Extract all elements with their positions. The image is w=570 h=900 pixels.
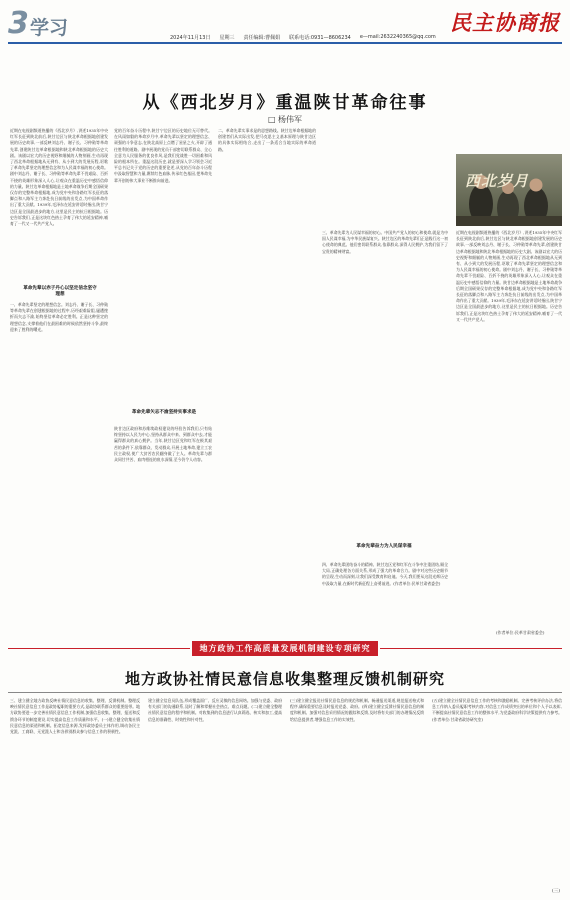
article2-divider <box>8 692 562 693</box>
article1-end-byline: (作者单位:民革甘肃省委会) <box>496 630 545 635</box>
article1-author: □ 杨伟军 <box>267 115 303 124</box>
page-mark: (三) <box>551 889 560 894</box>
photo-caption: 西北岁月 <box>465 172 530 190</box>
masthead <box>0 0 570 46</box>
article2-title: 地方政协社情民意信息收集整理反馈机制研究 <box>124 670 445 688</box>
masthead-rule <box>8 42 562 44</box>
article2-column-1: 三、建立健全地方政协反映社情民意信息的收集、整理、反馈机制。整理反映社情民意信息工作是政协履职的重要方式,是政协联系群众的重要纽带。地方政协要进一步完善社情民意信息工作机制,加强信息收集、整理、报送和反馈各环节的制度建设,切实提高信息工作质量和水平。(一)建立健全收集社情民意信息的渠道和机制。拓宽信息来源,发挥政协委员主体作用,调动各民主党派、工商联、无党派人士和各界别群众参与信息工作的积极性。 <box>10 698 140 735</box>
article1-subhead-3: 革命先辈奋力为人民谋幸福 <box>356 544 412 549</box>
section-name: 学习 <box>30 17 69 39</box>
banner-rule-left <box>8 648 190 649</box>
feature-banner: 地方政协工作高质量发展机制建设专项研究 <box>192 641 378 656</box>
article1-title: 从《西北岁月》重温陕甘革命往事 <box>142 93 428 113</box>
article1-column-5: 近期在电视剧频道热播的《西北岁月》,讲述1935年中央红军长征到陕北前后,陕甘边区与陕北革命根据地创建发展的历史故事,一部反映刘志丹、谢子长、习仲勋等革命先辈,创建陕甘边革命根据地和陕北革命根据地的历史大剧。该剧以宏大的历史视野和细腻的人物刻画,生动再现了西北革命根据地从无到有、从小到大的发展历程,讴歌了革命先辈坚定的理想信念和为人民谋幸福的初心使命。剧中刘志丹、谢子长、习仲勋等革命先辈不畏艰险、百折不挠的英雄形象深入人心,让观众在重温历史中感悟信仰的力量。陕甘边革命根据地是土地革命战争后期全国硕果仅存的完整革命根据地,成为党中央和各路红军长征的落脚点和八路军主力奔赴抗日前线的出发点,为中国革命作出了重大贡献。1939年,毛泽东在延安讲话时指出,陕甘宁边区是全国最进步的地方,这里是民主的抗日根据地。历史告诉我们,正是这块红色热土孕育了伟大的延安精神,哺育了一代又一代共产党人。 <box>456 230 562 322</box>
issue-editor: 责任编辑:曹佩娟 <box>243 35 281 41</box>
issue-info <box>170 34 470 41</box>
article1-column-2: 党的百年奋斗历程中,陕甘宁边区的历史地位无可替代。在风雨如磐的革命岁月中,革命先辈以坚定的理想信念、顽强的斗争意志,在陕北高原上点燃了星星之火,开辟了通往胜利的道路。剧中展现的党员干部密切联系群众、全心全意为人民服务的优良作风,是我们党战胜一切困难和风险的根本所在。重温这段历史,就是要深入学习领会习近平总书记关于党的历史的重要论述,从党的百年奋斗历程中汲取智慧和力量,赓续红色血脉,传承红色基因,把革命先辈开创的伟大事业不断推向前进。 <box>114 128 212 183</box>
article1-column-4b: 四、革命先辈团结奋斗的精神。陕甘边区党和红军在斗争中注重团结,顾全大局,正确处理各方面关系,形成了强大的革命合力。剧中对这些历史细节的呈现,生动而深刻,让我们深受教育和启迪。今天,我们要从这段光辉历史中汲取力量,在新时代新征程上奋勇前进。(作者单位:民革甘肃省委会) <box>322 562 448 586</box>
article1-column-3: 二、革命先辈实事求是的思想路线。陕甘边革命根据地的创建者们从实际出发,把马克思主义基本原理与陕甘边区的具体实际相结合,走出了一条适合当地实际的革命道路。 <box>218 128 316 152</box>
article2-column-4: (五)建立健全社情民意信息工作的考核和激励机制。完善考核评价办法,将信息工作纳入委员履职考核内容,对信息工作成绩突出的单位和个人予以表彰,不断提高社情民意信息工作的整体水平,为党委政府科学决策提供有力参考。(作者单位:甘肃省政协研究室) <box>432 698 562 722</box>
article1-column-1b: 一、革命先辈坚定的理想信念。刘志丹、谢子长、习仲勋等革命先辈在创建根据地的过程中,历经艰难险阻,屡遭挫折而矢志不渝,始终坚信革命必定胜利。正是这种坚定的理想信念,支撑着他们在最困难的时候依然坚持斗争,最终迎来了胜利的曙光。 <box>10 302 108 332</box>
article1-column-2b: 陕甘边区政府和苏维埃政权建设的经验告诉我们,只有始终坚持以人民为中心,坚持从群众中来、到群众中去,才能赢得群众的真心拥护。当年,陕甘边区党和红军在极其艰苦的条件下,依靠群众、发动群众,开展土地革命,建立工农民主政权,使广大贫苦农民翻身做了主人。革命先辈与群众同甘共苦、血肉相连的鱼水深情,至今仍令人动容。 <box>114 426 212 463</box>
article2-column-3: (三)建立健全报送社情民意信息的规范和机制。畅通报送渠道,规范报送格式和程序,确保重要信息及时报送党委、政府。(四)建立健全反馈社情民意信息的制度和机制。加强对信息采用情况的跟踪和反馈,及时将有关部门的办理情况反馈给信息提供者,增强信息工作的实效性。 <box>290 698 424 722</box>
article2-column-2: 建立健全信息员队伍,形成覆盖面广、反应灵敏的信息网络。加强与党委、政府有关部门的沟通联系,及时了解和掌握社会热点、难点问题。(二)建立健全整理社情民意信息的程序和机制。对收集到的信息进行认真筛选、核实和加工,提高信息的准确性、时效性和针对性。 <box>148 698 282 722</box>
article1-subhead-2: 革命先辈矢志不渝坚持实事求是 <box>131 410 197 415</box>
article1-column-1: 近期在电视剧频道热播的《西北岁月》,讲述1935年中央红军长征到陕北前后,陕甘边区与陕北革命根据地创建发展的历史故事,一部反映刘志丹、谢子长、习仲勋等革命先辈,创建陕甘边革命根据地和陕北革命根据地的历史大剧。该剧以宏大的历史视野和细腻的人物刻画,生动再现了西北革命根据地从无到有、从小到大的发展历程,讴歌了革命先辈坚定的理想信念和为人民谋幸福的初心使命。剧中刘志丹、谢子长、习仲勋等革命先辈不畏艰险、百折不挠的英雄形象深入人心,让观众在重温历史中感悟信仰的力量。陕甘边革命根据地是土地革命战争后期全国硕果仅存的完整革命根据地,成为党中央和各路红军长征的落脚点和八路军主力奔赴抗日前线的出发点,为中国革命作出了重大贡献。1939年,毛泽东在延安讲话时指出,陕甘宁边区是全国最进步的地方,这里是民主的抗日根据地。历史告诉我们,正是这块红色热土孕育了伟大的延安精神,哺育了一代又一代共产党人。 <box>10 128 108 227</box>
banner-rule-right <box>380 648 562 649</box>
issue-date: 2024年11月13日 <box>170 35 211 41</box>
issue-weekday: 星期三 <box>219 35 235 41</box>
issue-email: e—mail:2632240365@qq.com <box>359 34 436 40</box>
page-number: 3 <box>8 6 28 41</box>
article1-subhead-1: 革命先辈以赤子丹心以坚定信念坚守理想 <box>23 286 97 297</box>
article1-column-4: 三、革命先辈为人民谋幸福的初心。中国共产党人的初心和使命,就是为中国人民谋幸福,为中华民族谋复兴。陕甘边区的革命先辈们正是践行这一初心使命的典范。他们密切联系群众,依靠群众,深得人民拥护,为我们留下了宝贵的精神财富。 <box>322 230 448 254</box>
issue-phone: 联系电话:0931—8606234 <box>289 35 351 41</box>
paper-name: 民主协商报 <box>450 10 560 35</box>
